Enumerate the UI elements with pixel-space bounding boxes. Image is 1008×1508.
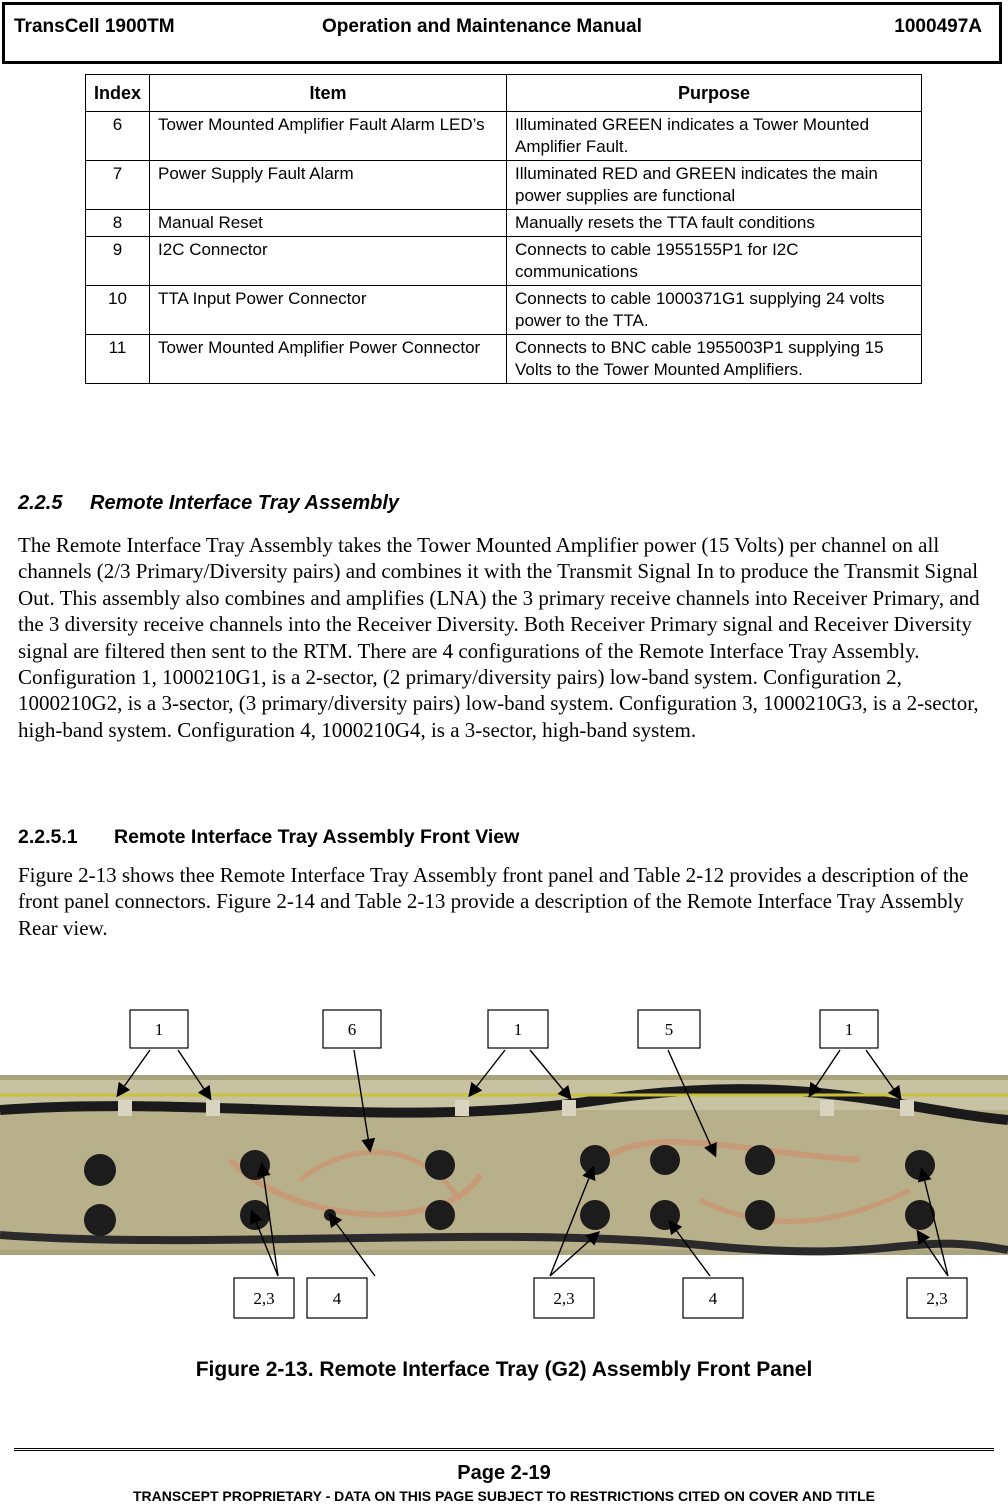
- callout-top-1: 1: [154, 1020, 164, 1039]
- row-purpose: Connects to cable 1000371G1 supplying 24 volts power to the TTA.: [507, 286, 922, 335]
- section-number: 2.2.5: [18, 492, 63, 514]
- section-heading: [18, 492, 399, 515]
- row-item: Tower Mounted Amplifier Fault Alarm LED’s: [150, 112, 507, 161]
- callout-bottom-1: 2,3: [253, 1289, 275, 1308]
- callout-top-2: 6: [347, 1020, 357, 1039]
- row-purpose: Illuminated GREEN indicates a Tower Mounted Amplifier Fault.: [507, 112, 922, 161]
- proprietary-notice: TRANSCEPT PROPRIETARY - DATA ON THIS PAGE SUBJECT TO RESTRICTIONS CITED ON COVER AND TITLE: [132, 1488, 876, 1504]
- row-item: I2C Connector: [150, 237, 507, 286]
- column-header-index: Index: [86, 75, 150, 112]
- footer-divider: [14, 1448, 994, 1451]
- row-purpose: Connects to cable 1955155P1 for I2C communications: [507, 237, 922, 286]
- section-body: The Remote Interface Tray Assembly takes the Tower Mounted Amplifier power (15 Volts) per channel on all channels (2/3 Primary/Diversity pairs) and combines it with the Transmit Signal In to produce the Transmit Signal Out. This assembly also combines and amplifies (LNA) the 3 primary receive channels into Receiver Primary, and the 3 diversity receive channels into the Receiver Diversity. Both Receiver Primary signal and Receiver Diversity signal are filtered then sent to the RTM. There are 4 configurations of the Remote Interface Tray Assembly. Configuration 1, 1000210G1, is a 2-sector, (2 primary/diversity pairs) low-band system. Configuration 2, 1000210G2, is a 3-sector, (3 primary/diversity pairs) low-band system. Configuration 3, 1000210G3, is a 2-sector, high-band system. Configuration 4, 1000210G4, is a 3-sector, high-band system.: [18, 533, 980, 742]
- row-purpose: Illuminated RED and GREEN indicates the main power supplies are functional: [507, 161, 922, 210]
- row-index: 7: [86, 161, 150, 210]
- page-header: [2, 2, 1002, 64]
- page-number: Page 2-19: [457, 1462, 551, 1484]
- column-header-purpose: Purpose: [507, 75, 922, 112]
- row-item: Tower Mounted Amplifier Power Connector: [150, 335, 507, 384]
- table-row: [86, 210, 922, 237]
- row-index: 6: [86, 112, 150, 161]
- section-title: Remote Interface Tray Assembly: [90, 492, 400, 514]
- table-row: [86, 237, 922, 286]
- table-row: [86, 161, 922, 210]
- subsection-heading: [18, 826, 519, 849]
- row-index: 9: [86, 237, 150, 286]
- table-row: [86, 112, 922, 161]
- row-index: 8: [86, 210, 150, 237]
- callout-bottom-3: 2,3: [553, 1289, 575, 1308]
- callout-top-3: 1: [513, 1020, 523, 1039]
- connector-table: [85, 74, 922, 384]
- subsection-number: 2.2.5.1: [18, 826, 78, 848]
- callout-top-5: 1: [844, 1020, 854, 1039]
- figure-caption: Figure 2-13. Remote Interface Tray (G2) Assembly Front Panel: [195, 1358, 813, 1381]
- header-product: TransCell 1900TM: [14, 16, 175, 37]
- row-purpose: Manually resets the TTA fault conditions: [507, 210, 922, 237]
- column-header-item: Item: [150, 75, 507, 112]
- panel-photo: [0, 1075, 1008, 1255]
- row-item: TTA Input Power Connector: [150, 286, 507, 335]
- row-index: 11: [86, 335, 150, 384]
- callout-bottom-2: 4: [332, 1289, 342, 1308]
- callout-bottom-4: 4: [708, 1289, 718, 1308]
- subsection-body: Figure 2-13 shows thee Remote Interface Tray Assembly front panel and Table 2-12 provides a description of the front panel connectors. Figure 2-14 and Table 2-13 provide a description of the Remote Interface Tray Assembly Rear view.: [18, 863, 969, 940]
- table-row: [86, 286, 922, 335]
- front-panel-figure: [0, 1000, 1008, 1330]
- row-purpose: Connects to BNC cable 1955003P1 supplying 15 Volts to the Tower Mounted Amplifiers.: [507, 335, 922, 384]
- subsection-title: Remote Interface Tray Assembly Front View: [114, 826, 520, 848]
- callout-bottom-5: 2,3: [926, 1289, 948, 1308]
- callout-top-4: 5: [664, 1020, 674, 1039]
- row-index: 10: [86, 286, 150, 335]
- header-doc-number: 1000497A: [894, 16, 982, 37]
- table-header-row: [86, 75, 922, 112]
- table-row: [86, 335, 922, 384]
- header-title: Operation and Maintenance Manual: [322, 16, 642, 37]
- row-item: Manual Reset: [150, 210, 507, 237]
- row-item: Power Supply Fault Alarm: [150, 161, 507, 210]
